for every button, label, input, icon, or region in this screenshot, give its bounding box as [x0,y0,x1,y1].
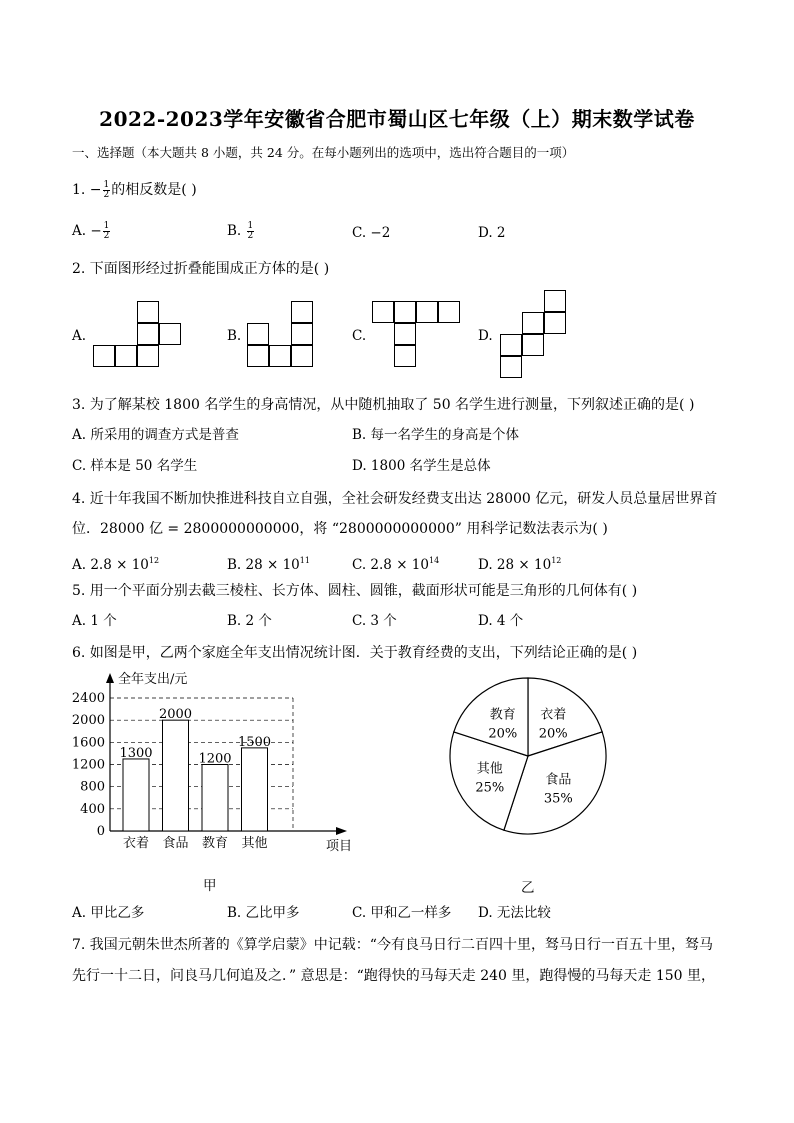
pie-percent-label: 35% [543,791,573,807]
q6-option-c: C. 甲和乙一样多 [352,905,452,921]
q1-option-d: D. 2 [478,225,506,241]
y-axis-title: 全年支出/元 [118,672,188,687]
y-tick-label: 0 [96,824,105,839]
q5-option-d: D. 4 个 [478,613,524,629]
x-tick-label: 衣着 [122,836,150,851]
q6-option-d: D. 无法比较 [478,905,551,921]
y-tick-label: 2000 [71,713,105,729]
y-tick-label: 1600 [71,735,105,751]
q6-option-a: A. 甲比乙多 [72,905,145,921]
question-4-line-1: 4. 近十年我国不断加快推进科技自立自强，全社会研发经费支出达 28000 亿元，研发人员总量居世界首 [72,491,718,507]
q1-option-b: B. $\frac{1}{2}$ [227,221,254,241]
question-7-line-1: 7. 我国元朝朱世杰所著的《算学启蒙》中记载：“今有良马日行二百四十里，驽马日行一百五十里，驽马 [72,937,713,953]
q1-prefix: 1. − [72,182,102,198]
q3-option-a: A. 所采用的调查方式是普查 [72,427,239,443]
x-tick-label: 食品 [162,836,189,851]
q1-option-c: C. −2 [352,225,391,241]
q2-option-d-label: D. [478,328,493,344]
pie-percent-label: 20% [538,726,568,742]
q2-option-c-label: C. [352,328,367,344]
pie-chart-yi [440,670,620,850]
q4-option-d: D. $28 \times 10^{12}$ [478,556,562,573]
q5-option-b: B. 2 个 [227,613,272,629]
x-axis-arrow [336,827,347,835]
q4-option-a: A. $2.8 \times 10^{12}$ [72,556,160,573]
q5-option-a: A. 1 个 [72,613,117,629]
q2-option-b-label: B. [227,328,242,344]
y-tick-label: 400 [80,801,105,817]
q4-option-c: C. $2.8 \times 10^{14}$ [352,556,440,573]
question-3: 3. 为了解某校 1800 名学生的身高情况，从中随机抽取了 50 名学生进行测量，下列叙述正确的是( ) [72,397,695,413]
y-tick-label: 800 [80,779,105,795]
y-tick-label: 2400 [71,691,105,706]
bar-value-label: 1300 [119,745,153,761]
page-title: 2022-2023学年安徽省合肥市蜀山区七年级（上）期末数学试卷 [99,107,695,131]
bar [123,759,149,831]
q3-option-b: B. 每一名学生的身高是个体 [352,427,520,443]
bar [163,720,189,831]
pie-category-label: 食品 [545,772,572,788]
q6-option-b: B. 乙比甲多 [227,905,300,921]
bar [202,765,228,832]
bar-value-label: 2000 [158,707,193,723]
pie-category-label: 其他 [476,761,503,777]
pie-percent-label: 25% [475,780,505,796]
x-tick-label: 其他 [241,836,268,851]
caption-jia: 甲 [203,878,217,894]
question-7-line-2: 先行一十二日，问良马几何追及之．” 意思是：“跑得快的马每天走 240 里，跑得慢的马每天走 150 里， [72,968,716,984]
y-axis-arrow [106,673,114,683]
caption-yi: 乙 [521,880,535,896]
bar-value-label: 1500 [237,734,272,750]
question-6: 6. 如图是甲，乙两个家庭全年支出情况统计图．关于教育经费的支出，下列结论正确的是( ) [72,645,638,661]
q3-option-c: C. 样本是 50 名学生 [72,458,198,474]
question-2: 2. 下面图形经过折叠能围成正方体的是( ) [72,261,330,277]
bar-chart-jia [60,665,360,865]
q1-fraction: $\frac{1}{2}$ [103,179,110,200]
pie-category-label: 教育 [489,707,516,723]
q2-option-a-label: A. [72,328,87,344]
q4-option-b: B. $28 \times 10^{11}$ [227,556,310,573]
bar [242,748,268,831]
pie-percent-label: 20% [488,726,518,742]
q3-option-d: D. 1800 名学生是总体 [352,458,491,474]
x-tick-label: 教育 [201,836,229,851]
q1-option-a: A. − $\frac{1}{2}$ [72,221,110,241]
question-1 [72,180,197,200]
q5-option-c: C. 3 个 [352,613,397,629]
question-5: 5. 用一个平面分别去截三棱柱、长方体、圆柱、圆锥，截面形状可能是三角形的几何体有( ) [72,583,638,599]
question-4-line-2: 位．28000 亿 = 2800000000000，将 “2800000000000” 用科学记数法表示为( ) [72,521,608,537]
q1-suffix: 的相反数是( ) [111,182,197,198]
y-tick-label: 1200 [71,757,105,773]
section-heading: 一、选择题（本大题共 8 小题，共 24 分。在每小题列出的选项中，选出符合题目的一项） [72,145,575,160]
x-axis-title: 项目 [326,839,353,854]
bar-value-label: 1200 [198,751,232,767]
pie-category-label: 衣着 [540,707,567,723]
